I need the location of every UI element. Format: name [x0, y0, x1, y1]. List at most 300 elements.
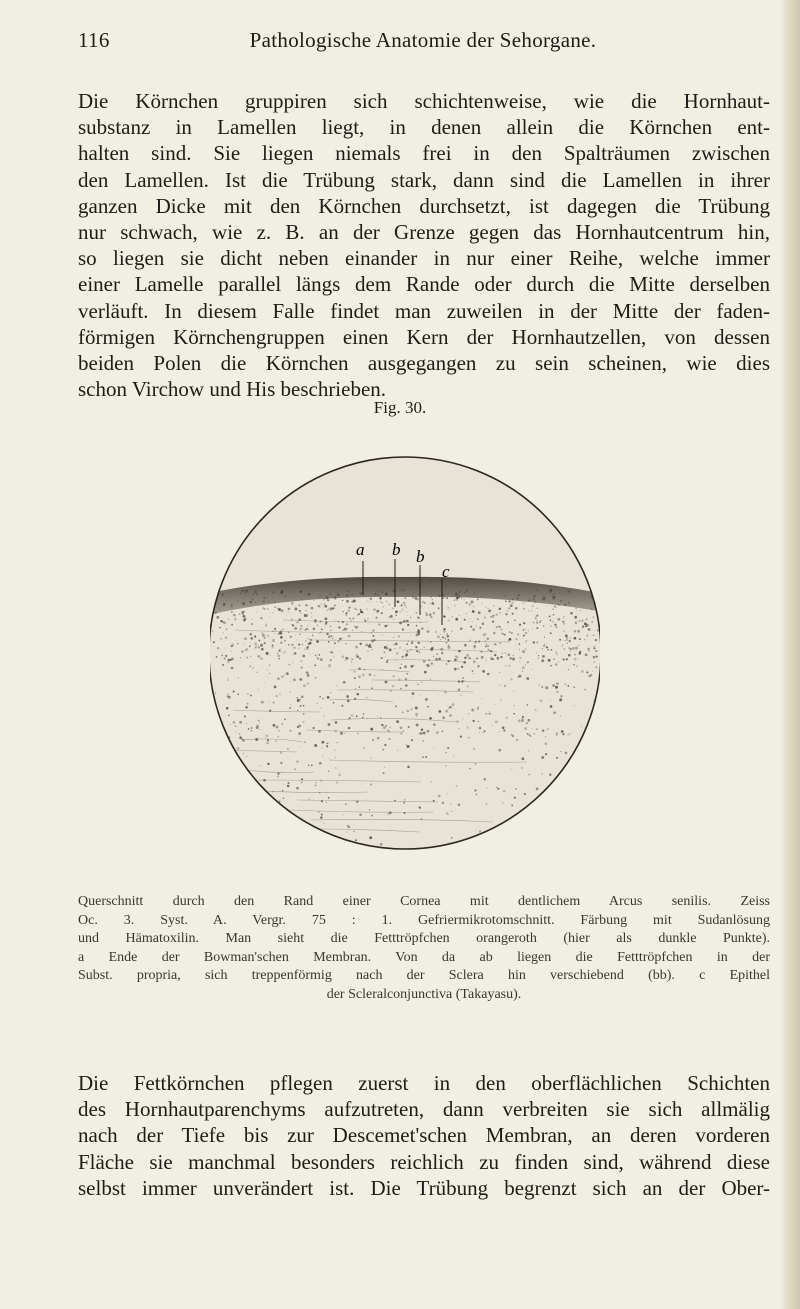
fat-droplet	[281, 590, 284, 593]
fat-droplet	[550, 665, 552, 667]
fat-droplet	[533, 595, 535, 597]
fat-droplet	[396, 720, 399, 723]
fat-droplet	[296, 787, 299, 790]
fat-droplet	[393, 619, 394, 620]
fat-droplet	[376, 601, 377, 602]
fat-droplet	[315, 782, 316, 783]
fat-droplet	[510, 833, 511, 834]
fat-droplet	[527, 733, 529, 735]
fat-droplet	[447, 639, 449, 641]
fat-droplet	[525, 641, 526, 642]
fat-droplet	[509, 665, 510, 666]
fat-droplet	[283, 675, 284, 676]
fat-droplet	[324, 605, 327, 608]
fat-droplet	[416, 650, 418, 652]
fat-droplet	[556, 682, 558, 684]
fat-droplet	[387, 659, 389, 661]
fat-droplet	[542, 598, 545, 601]
fat-droplet	[273, 591, 275, 593]
fat-droplet	[457, 657, 458, 658]
fat-droplet	[342, 814, 343, 815]
fat-droplet	[242, 602, 245, 605]
fat-droplet	[231, 606, 233, 608]
fat-droplet	[239, 736, 242, 739]
fat-droplet	[381, 657, 383, 659]
fat-droplet	[400, 688, 402, 690]
fat-droplet	[406, 744, 407, 745]
fat-droplet	[536, 788, 539, 791]
fat-droplet	[226, 628, 228, 630]
fat-droplet	[311, 616, 312, 617]
fat-droplet	[486, 645, 489, 648]
fat-droplet	[553, 614, 555, 616]
fat-droplet	[355, 655, 356, 656]
fat-droplet	[466, 654, 469, 657]
fat-droplet	[243, 615, 246, 618]
fat-droplet	[398, 750, 399, 751]
fat-droplet	[527, 677, 530, 680]
fat-droplet	[235, 809, 237, 811]
fat-droplet	[540, 829, 542, 831]
fat-droplet	[588, 628, 591, 631]
text-line: schon Virchow und His beschrieben.	[78, 377, 387, 402]
fat-droplet	[412, 692, 415, 695]
fat-droplet	[502, 633, 504, 635]
fat-droplet	[502, 726, 505, 729]
fat-droplet	[558, 661, 559, 662]
fat-droplet	[382, 634, 383, 635]
fat-droplet	[229, 763, 231, 765]
fat-droplet	[264, 608, 265, 609]
fat-droplet	[451, 811, 452, 812]
fat-droplet	[238, 677, 239, 678]
fat-droplet	[445, 752, 447, 754]
fat-droplet	[527, 704, 528, 705]
fat-droplet	[495, 644, 496, 645]
fat-droplet	[312, 635, 314, 637]
fat-droplet	[589, 675, 592, 678]
fat-droplet	[251, 598, 254, 601]
fat-droplet	[255, 738, 258, 741]
fat-droplet	[284, 640, 286, 642]
fat-droplet	[508, 831, 511, 834]
fat-droplet	[267, 597, 269, 599]
fat-droplet	[430, 596, 431, 597]
fat-droplet	[592, 671, 593, 672]
fat-droplet	[252, 619, 253, 620]
fat-droplet	[290, 636, 292, 638]
fat-droplet	[595, 709, 597, 711]
fat-droplet	[578, 645, 579, 646]
fat-droplet	[599, 591, 600, 592]
fat-droplet	[277, 653, 278, 654]
fat-droplet	[212, 723, 214, 725]
fat-droplet	[256, 593, 258, 595]
fat-droplet	[419, 651, 421, 653]
fat-droplet	[580, 610, 581, 611]
fat-droplet	[559, 593, 560, 594]
fat-droplet	[380, 850, 381, 851]
fat-droplet	[519, 624, 521, 626]
fat-droplet	[451, 837, 452, 838]
fat-droplet	[560, 695, 562, 697]
fat-droplet	[328, 771, 329, 772]
fat-droplet	[499, 672, 500, 673]
fat-droplet	[595, 639, 597, 641]
fat-droplet	[532, 728, 533, 729]
fat-droplet	[333, 597, 334, 598]
fat-droplet	[547, 729, 548, 730]
fat-droplet	[473, 606, 474, 607]
fat-droplet	[471, 709, 474, 712]
fat-droplet	[260, 644, 263, 647]
fat-droplet	[419, 806, 421, 808]
fat-droplet	[363, 595, 364, 596]
fat-droplet	[413, 665, 415, 667]
fat-droplet	[345, 660, 346, 661]
fat-droplet	[282, 629, 283, 630]
fat-droplet	[261, 648, 264, 651]
fat-droplet	[379, 597, 382, 600]
fat-droplet	[299, 610, 301, 612]
fat-droplet	[269, 673, 271, 675]
fat-droplet	[321, 837, 324, 840]
fat-droplet	[588, 650, 589, 651]
fat-droplet	[567, 591, 569, 593]
fat-droplet	[522, 629, 524, 631]
fat-droplet	[505, 595, 507, 597]
fat-droplet	[545, 753, 547, 755]
fat-droplet	[326, 633, 329, 636]
fat-droplet	[369, 673, 372, 676]
fat-droplet	[355, 839, 357, 841]
fat-droplet	[291, 619, 292, 620]
fat-droplet	[387, 644, 388, 645]
fat-droplet	[534, 601, 537, 604]
fat-droplet	[573, 664, 575, 666]
fat-droplet	[469, 603, 471, 605]
fat-droplet	[536, 627, 538, 629]
fat-droplet	[397, 601, 399, 603]
fat-droplet	[556, 757, 558, 759]
fat-droplet	[573, 686, 575, 688]
fat-droplet	[376, 590, 378, 592]
fat-droplet	[507, 621, 509, 623]
fat-droplet	[417, 598, 419, 600]
fat-droplet	[221, 745, 223, 747]
fat-droplet	[444, 638, 446, 640]
fat-droplet	[456, 785, 458, 787]
fat-droplet	[532, 598, 535, 601]
fat-droplet	[246, 819, 248, 821]
fat-droplet	[346, 695, 349, 698]
fat-droplet	[443, 596, 445, 598]
fat-droplet	[473, 748, 475, 750]
fat-droplet	[447, 593, 448, 594]
fat-droplet	[262, 632, 264, 634]
fat-droplet	[598, 605, 600, 607]
fat-droplet	[314, 840, 317, 843]
fat-droplet	[328, 664, 331, 667]
fat-droplet	[383, 606, 384, 607]
fat-droplet	[585, 689, 586, 690]
fat-droplet	[497, 788, 499, 790]
fat-droplet	[448, 645, 450, 647]
fat-droplet	[587, 648, 590, 651]
fat-droplet	[484, 730, 486, 732]
fat-droplet	[325, 621, 327, 623]
fat-droplet	[274, 601, 275, 602]
fat-droplet	[579, 652, 582, 655]
fat-droplet	[358, 613, 360, 615]
fat-droplet	[365, 644, 368, 647]
fat-droplet	[425, 756, 427, 758]
fat-droplet	[242, 590, 244, 592]
fat-droplet	[474, 648, 475, 649]
fat-droplet	[594, 727, 596, 729]
fat-droplet	[579, 638, 581, 640]
fat-droplet	[244, 825, 247, 828]
fat-droplet	[446, 633, 447, 634]
fat-droplet	[533, 641, 535, 643]
fat-droplet	[355, 626, 358, 629]
fat-droplet	[468, 737, 469, 738]
fat-droplet	[425, 698, 428, 701]
fat-droplet	[417, 617, 419, 619]
fat-droplet	[454, 600, 455, 601]
fat-droplet	[290, 704, 291, 705]
fat-droplet	[315, 785, 316, 786]
fat-droplet	[331, 836, 334, 839]
fat-droplet	[552, 621, 554, 623]
fat-droplet	[552, 608, 554, 610]
fat-droplet	[513, 655, 515, 657]
text-line: halten sind. Sie liegen niemals frei in den Spalträumen zwischen	[78, 141, 770, 166]
fat-droplet	[304, 741, 306, 743]
running-title: Pathologische Anatomie der Sehorgane.	[249, 28, 597, 52]
fat-droplet	[544, 637, 545, 638]
fat-droplet	[389, 649, 392, 652]
fat-droplet	[316, 703, 317, 704]
fat-droplet	[485, 660, 486, 661]
fat-droplet	[500, 629, 502, 631]
fat-droplet	[481, 698, 482, 699]
fat-droplet	[433, 850, 436, 853]
fat-droplet	[220, 620, 222, 622]
fat-droplet	[377, 594, 379, 596]
fat-droplet	[541, 756, 544, 759]
fat-droplet	[595, 650, 597, 652]
fat-droplet	[330, 607, 333, 610]
fat-droplet	[212, 599, 215, 602]
fat-droplet	[286, 615, 287, 616]
fat-droplet	[569, 733, 571, 735]
fat-droplet	[359, 658, 361, 660]
fat-droplet	[278, 730, 279, 731]
fat-droplet	[221, 743, 223, 745]
fat-droplet	[236, 732, 237, 733]
fat-droplet	[557, 618, 560, 621]
fat-droplet	[345, 803, 347, 805]
fat-droplet	[423, 591, 425, 593]
fat-droplet	[500, 656, 502, 658]
fat-droplet	[216, 811, 218, 813]
fat-droplet	[333, 656, 334, 657]
fat-droplet	[348, 727, 350, 729]
fat-droplet	[559, 639, 561, 641]
fat-droplet	[509, 600, 511, 602]
fat-droplet	[364, 620, 366, 622]
figure-caption	[78, 893, 770, 1004]
fat-droplet	[340, 732, 343, 735]
fat-droplet	[246, 703, 248, 705]
fat-droplet	[539, 699, 542, 702]
fat-droplet	[591, 621, 593, 623]
fat-droplet	[393, 675, 395, 677]
fat-droplet	[264, 682, 265, 683]
fat-droplet	[421, 627, 423, 629]
fat-droplet	[367, 651, 368, 652]
fat-droplet	[297, 697, 299, 699]
fat-droplet	[483, 634, 486, 637]
fat-droplet	[283, 784, 284, 785]
fat-droplet	[473, 659, 474, 660]
fat-droplet	[487, 673, 490, 676]
fat-droplet	[572, 647, 575, 650]
fat-droplet	[514, 619, 515, 620]
fat-droplet	[436, 731, 439, 734]
fat-droplet	[509, 638, 511, 640]
fat-droplet	[275, 741, 276, 742]
fat-droplet	[215, 693, 216, 694]
fat-droplet	[518, 675, 521, 678]
fat-droplet	[570, 612, 573, 615]
fat-droplet	[581, 726, 582, 727]
fat-droplet	[587, 635, 589, 637]
fat-droplet	[380, 600, 381, 601]
fat-droplet	[416, 716, 417, 717]
fat-droplet	[430, 678, 432, 680]
fat-droplet	[420, 732, 423, 735]
fat-droplet	[294, 768, 296, 770]
fat-droplet	[403, 602, 406, 605]
fat-droplet	[438, 694, 439, 695]
fat-droplet	[299, 746, 300, 747]
fat-droplet	[542, 655, 545, 658]
fat-droplet	[575, 647, 578, 650]
fat-droplet	[554, 593, 556, 595]
fat-droplet	[343, 629, 345, 631]
fat-droplet	[277, 775, 280, 778]
fat-droplet	[440, 648, 443, 651]
fat-droplet	[225, 648, 226, 649]
fat-droplet	[570, 650, 572, 652]
fat-droplet	[424, 671, 427, 674]
fat-droplet	[407, 710, 409, 712]
fat-droplet	[400, 732, 402, 734]
fat-droplet	[360, 609, 361, 610]
fat-droplet	[562, 644, 563, 645]
fat-droplet	[262, 618, 263, 619]
fat-droplet	[467, 686, 468, 687]
fat-droplet	[576, 610, 577, 611]
fat-droplet	[501, 652, 503, 654]
fat-droplet	[520, 661, 521, 662]
fat-droplet	[272, 645, 274, 647]
fat-droplet	[269, 665, 270, 666]
fat-droplet	[383, 651, 385, 653]
page-edge-shadow	[780, 0, 800, 1309]
fat-droplet	[347, 832, 348, 833]
fat-droplet	[535, 617, 537, 619]
fat-droplet	[396, 652, 398, 654]
fat-droplet	[512, 613, 514, 615]
fat-droplet	[578, 778, 579, 779]
fat-droplet	[328, 635, 331, 638]
fat-droplet	[486, 803, 488, 805]
fat-droplet	[475, 763, 477, 765]
fat-droplet	[508, 625, 509, 626]
fat-droplet	[272, 612, 273, 613]
fat-droplet	[506, 717, 508, 719]
fat-droplet	[317, 658, 319, 660]
fat-droplet	[337, 593, 340, 596]
fat-droplet	[524, 793, 526, 795]
fat-droplet	[519, 643, 521, 645]
fat-droplet	[239, 733, 240, 734]
fat-droplet	[518, 594, 520, 596]
fat-droplet	[517, 597, 519, 599]
fat-droplet	[373, 608, 375, 610]
fat-droplet	[227, 660, 230, 663]
fat-droplet	[388, 604, 390, 606]
fat-droplet	[493, 632, 496, 635]
fat-droplet	[483, 671, 484, 672]
fat-droplet	[404, 604, 406, 606]
fat-droplet	[446, 663, 448, 665]
fat-droplet	[306, 853, 308, 855]
fat-droplet	[443, 615, 445, 617]
fat-droplet	[522, 716, 524, 718]
fat-droplet	[322, 755, 323, 756]
fat-droplet	[560, 600, 562, 602]
fat-droplet	[556, 653, 558, 655]
fat-droplet	[556, 652, 557, 653]
fat-droplet	[404, 665, 407, 668]
fat-droplet	[473, 673, 474, 674]
fat-droplet	[288, 612, 289, 613]
fat-droplet	[335, 620, 336, 621]
fat-droplet	[265, 625, 266, 626]
fat-droplet	[536, 589, 538, 591]
fat-droplet	[515, 638, 517, 640]
fat-droplet	[328, 723, 331, 726]
fat-droplet	[442, 802, 444, 804]
fat-droplet	[566, 637, 567, 638]
fat-droplet	[484, 617, 486, 619]
fat-droplet	[474, 789, 476, 791]
fat-droplet	[403, 802, 405, 804]
fat-droplet	[439, 710, 442, 713]
fat-droplet	[536, 641, 538, 643]
fat-droplet	[305, 610, 307, 612]
fat-droplet	[569, 769, 571, 771]
fat-droplet	[304, 649, 305, 650]
fat-droplet	[468, 713, 469, 714]
fat-droplet	[330, 659, 332, 661]
fat-droplet	[314, 744, 317, 747]
fat-droplet	[525, 632, 527, 634]
